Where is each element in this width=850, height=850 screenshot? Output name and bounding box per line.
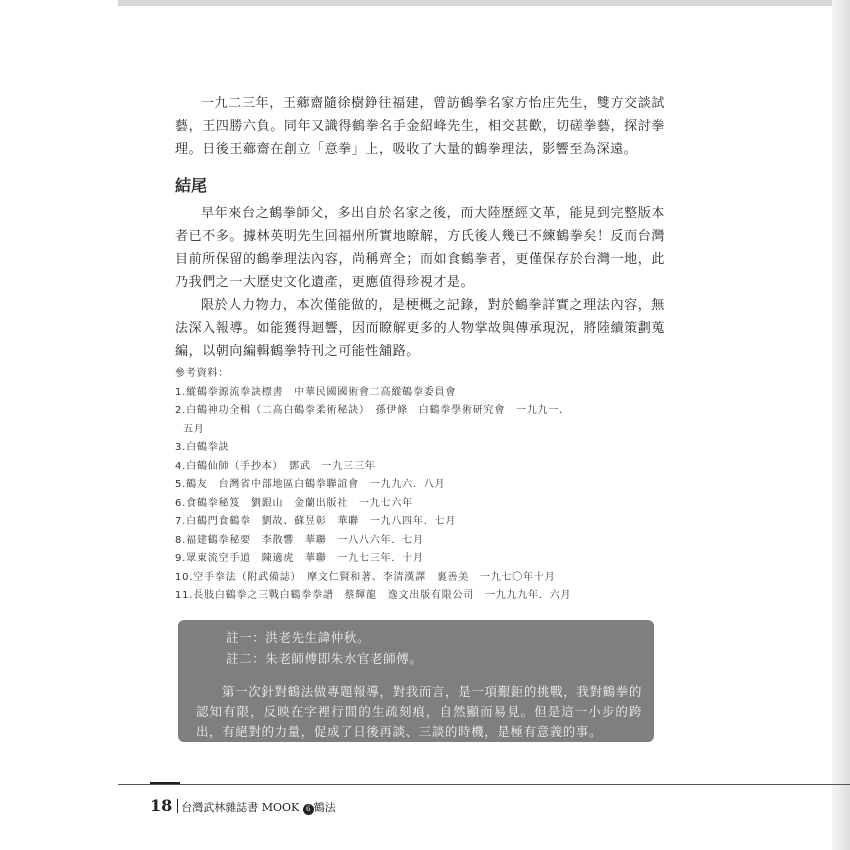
book-side-edge — [832, 0, 850, 850]
references — [175, 365, 675, 606]
section-heading: 結尾 — [175, 176, 208, 195]
reference-item: 4.白鶴仙師（手抄本） 鄧武 一九三三年 — [175, 460, 376, 472]
footer-separator — [177, 799, 178, 813]
main-text — [175, 92, 665, 363]
page-footer — [150, 796, 336, 815]
paragraph-intro: 一九二三年，王薌齋隨徐樹錚往福建，曾訪鶴拳名家方怡庄先生，雙方交談試藝，王四勝六負。同年又識得鶴拳名手金紹峰先生，相交甚歡，切磋拳藝，探討拳理。日後王薌齋在創立「意拳」上，吸收了大量的鶴拳理法，影響至為深遠。 — [175, 96, 665, 157]
footnote-1: 註一：洪老先生諱仲秋。 — [226, 630, 371, 645]
reference-item: 5.鶴友 台灣省中部地區白鶴拳聯誼會 一九九六．八月 — [175, 479, 446, 490]
issue-badge: 6 — [303, 804, 314, 815]
page-number: 18 — [150, 796, 173, 815]
book-top-edge — [118, 0, 850, 6]
footer-rule — [118, 784, 850, 785]
reference-item: 3.白鶴拳訣 — [175, 442, 230, 453]
reference-item: 11.長肢白鶴拳之三戰白鶴拳拳譜 蔡輝龍 逸文出版有限公司 一九九九年．六月 — [175, 590, 572, 601]
references-title: 參考資料： — [175, 368, 229, 379]
reference-item: 2.白鶴神功全輯（二高白鶴拳柔術秘訣） 孫伊條 白鶴拳學術研究會 一九九一． — [175, 405, 570, 416]
reference-item: 7.白鶴門食鶴拳 劉故、蘇昱彰 華聯 一九八四年．七月 — [175, 516, 457, 527]
reference-item: 6.食鶴拳秘笈 劉銀山 金蘭出版社 一九七六年 — [175, 497, 413, 509]
reference-item: 9.眾東流空手道 陳適虎 華聯 一九七三年．十月 — [175, 553, 424, 564]
publication-name: 台灣武林雜誌書 MOOK — [181, 801, 300, 814]
paragraph-ending-1: 早年來台之鶴拳師父，多出自於名家之後，而大陸歷經文革，能見到完整版本者已不多。據林英明先生回福州所實地瞭解，方氏後人幾已不練鶴拳矣！反而台灣目前所保留的鶴拳理法內容，尚稱齊全；而如食鶴拳者，更僅保存於台灣一地，此乃我們之一大歷史文化遺產，更應值得珍視才是。 — [175, 206, 665, 290]
notes-box — [178, 620, 654, 742]
author-note: 第一次針對鶴法做專題報導，對我而言，是一項艱鉅的挑戰，我對鶴拳的認知有限，反映在字裡行間的生疏刻痕，自然顯而易見。但是這一小步的跨出，有絕對的力量，促成了日後再談、三談的時機，是極有意義的事。 — [196, 684, 642, 739]
reference-item: 10.空手拳法（附武備誌） 摩文仁賢和著、李清漢譯 裏善美 一九七〇年十月 — [175, 571, 556, 583]
section-name: 鶴法 — [313, 801, 336, 814]
reference-item: 1.縱鶴拳源流拳訣標書 中華民國國術會二高縱鶴拳委員會 — [175, 386, 457, 398]
footnote-2: 註二：朱老師傅即朱水官老師傅。 — [226, 651, 423, 666]
reference-item: 8.福建鶴拳秘要 李散響 華聯 一八八六年．七月 — [175, 534, 424, 546]
reference-item-continuation: 五月 — [183, 423, 205, 435]
paragraph-ending-2: 限於人力物力，本次僅能做的，是梗概之記錄，對於鶴拳詳實之理法內容，無法深入報導。如能獲得迴響，因而瞭解更多的人物掌故與傳承現況，將陸續策劃蒐編，以朝向編輯鶴拳特刊之可能性舖路。 — [175, 298, 665, 359]
